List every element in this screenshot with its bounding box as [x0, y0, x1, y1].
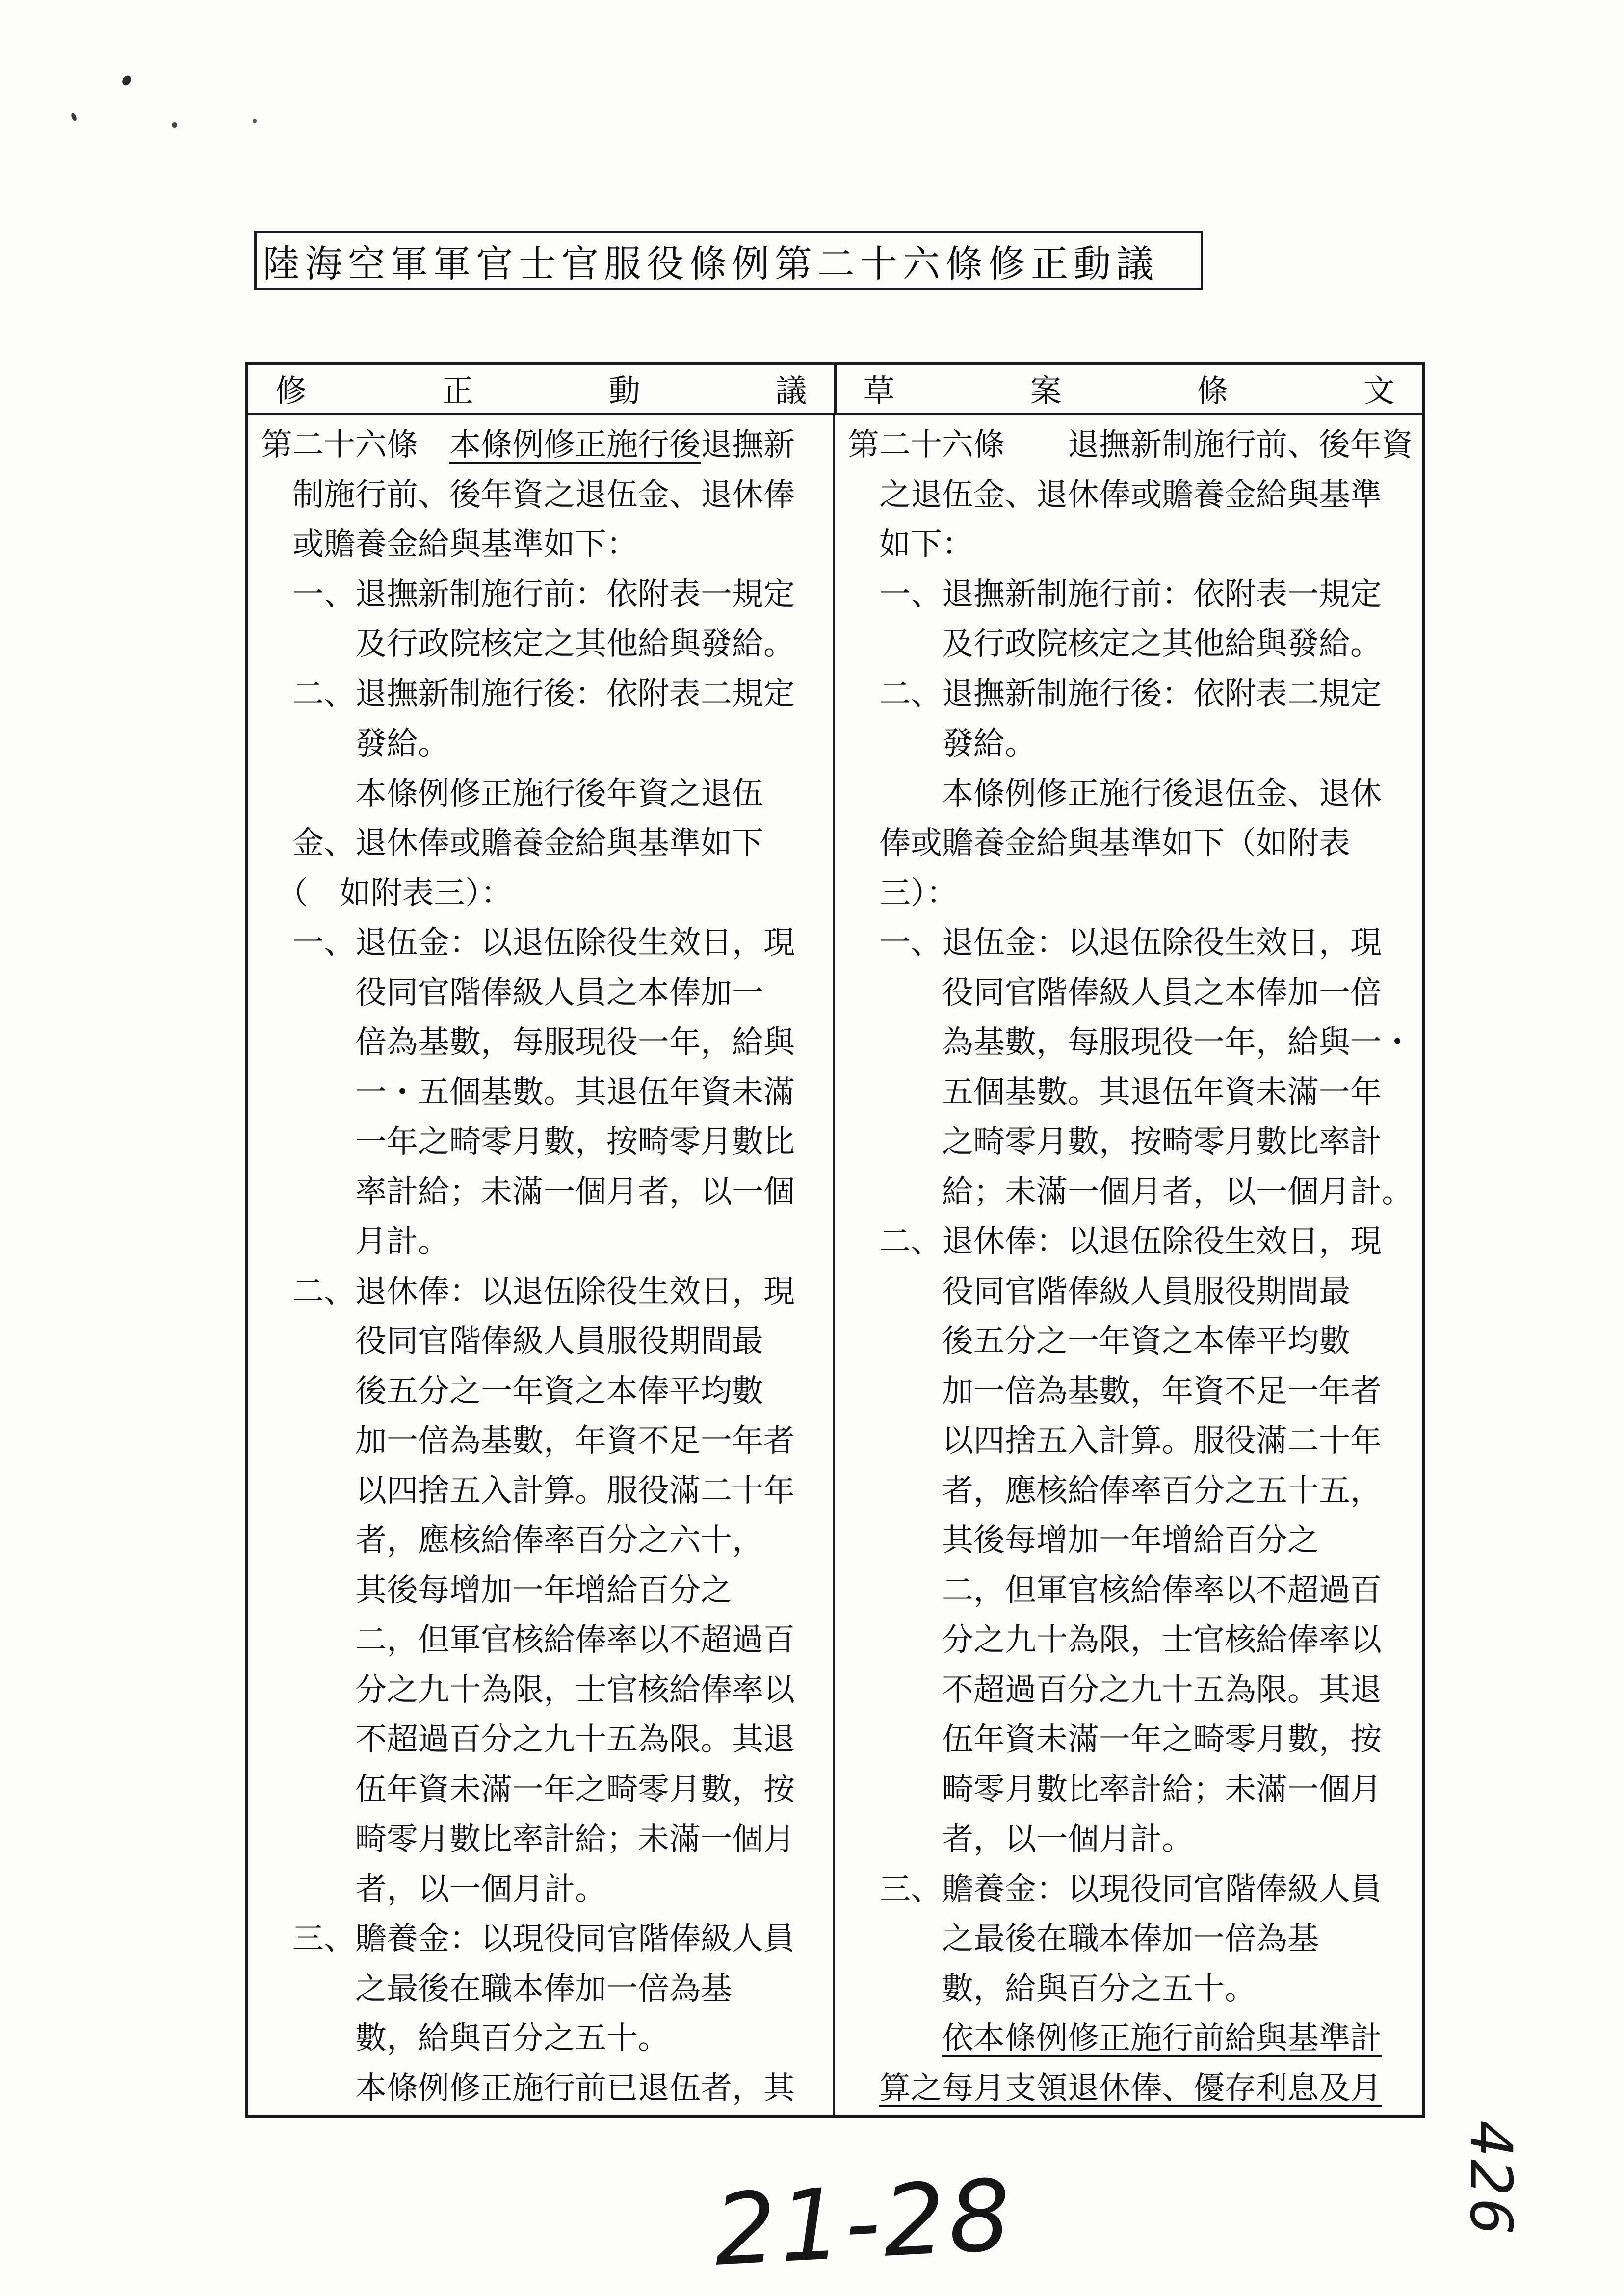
text-line: 之退伍金、退休俸或贍養金給與基準	[848, 477, 1382, 512]
text-line: 伍年資未滿一年之畸零月數，按	[261, 1772, 795, 1807]
text-line: 役同官階俸級人員之本俸加一倍	[848, 975, 1382, 1010]
text-line: 倍為基數，每服現役一年，給與	[261, 1025, 795, 1060]
text-line: 後五分之一年資之本俸平均數	[848, 1324, 1350, 1358]
text-line: 本條例修正施行後退伍金、退休	[848, 776, 1382, 811]
text-line: 役同官階俸級人員服役期間最	[848, 1274, 1350, 1309]
header-char: 議	[775, 374, 807, 409]
amendment-column-body	[248, 415, 835, 2115]
text-line: 以四捨五入計算。服役滿二十年	[261, 1473, 795, 1508]
text-line: 或贍養金給與基準如下：	[261, 527, 638, 562]
scan-speck	[253, 119, 257, 123]
text-line: 後五分之一年資之本俸平均數	[261, 1373, 763, 1409]
text-line: 一、退撫新制施行前：依附表一規定	[848, 576, 1382, 612]
text-line: 本條例修正施行後年資之退伍	[261, 776, 763, 811]
text-line: 第二十六條 本條例修正施行後退撫新	[261, 427, 795, 462]
draft-column-body	[835, 415, 1422, 2115]
header-char: 動	[608, 374, 640, 409]
text-line: 分之九十為限，士官核給俸率以	[261, 1672, 795, 1707]
text-line: 以四捨五入計算。服役滿二十年	[848, 1423, 1382, 1458]
text-line: 給；未滿一個月者，以一個月計。	[848, 1174, 1413, 1209]
table-header-row	[248, 365, 1422, 415]
text-line: 不超過百分之九十五為限。其退	[261, 1722, 795, 1757]
text-line: 二、退休俸：以退伍除役生效日，現	[261, 1274, 795, 1309]
header-char: 修	[275, 374, 307, 409]
header-char: 文	[1363, 374, 1395, 409]
text-line: 二、退撫新制施行後：依附表二規定	[848, 676, 1382, 711]
text-line: 畸零月數比率計給；未滿一個月	[261, 1822, 795, 1856]
text-line: 者，以一個月計。	[848, 1822, 1193, 1856]
text-line: 為基數，每服現役一年，給與一・	[848, 1025, 1413, 1060]
text-line: 五個基數。其退伍年資未滿一年	[848, 1074, 1382, 1110]
handwritten-page-range: 21-28	[711, 2158, 1017, 2288]
page-title: 陸海空軍軍官士官服役條例第二十六條修正動議	[262, 243, 1159, 285]
title-box	[254, 231, 1203, 290]
text-line: 一、退伍金：以退伍除役生效日，現	[848, 925, 1382, 960]
text-line: 數，給與百分之五十。	[261, 2021, 669, 2056]
text-line: 二，但軍官核給俸率以不超過百	[848, 1572, 1382, 1608]
text-line: 一・五個基數。其退伍年資未滿	[261, 1074, 795, 1110]
text-line: 依本條例修正施行前給與基準計	[942, 2021, 1382, 2056]
text-line: 一、退撫新制施行前：依附表一規定	[261, 576, 795, 612]
text-line: 役同官階俸級人員之本俸加一	[261, 975, 763, 1010]
text-line: 三）：	[848, 875, 958, 911]
text-line: 之最後在職本俸加一倍為基	[261, 1971, 732, 2006]
text-line: 發給。	[848, 726, 1036, 761]
text-line: （ 如附表三）：	[261, 875, 512, 911]
header-char: 草	[863, 374, 895, 409]
text-line: 二，但軍官核給俸率以不超過百	[261, 1622, 795, 1657]
header-char: 條	[1197, 374, 1229, 409]
text-line: 二、退休俸：以退伍除役生效日，現	[848, 1224, 1382, 1259]
text-line: 月計。	[261, 1224, 449, 1259]
handwritten-side-note: 426	[1457, 2120, 1525, 2237]
text-line: 其後每增加一年增給百分之	[848, 1523, 1319, 1558]
text-line: 二、退撫新制施行後：依附表二規定	[261, 676, 795, 711]
text-line: 發給。	[261, 726, 449, 761]
text-line: 之最後在職本俸加一倍為基	[848, 1921, 1319, 1956]
header-cell-draft	[837, 365, 1422, 413]
text-line: 及行政院核定之其他給與發給。	[848, 626, 1382, 661]
text-line: 不超過百分之九十五為限。其退	[848, 1672, 1382, 1707]
text-line: 制施行前、後年資之退伍金、退休俸	[261, 477, 795, 512]
text-line: 其後每增加一年增給百分之	[261, 1572, 732, 1608]
table-body-row	[248, 415, 1422, 2115]
header-char: 案	[1030, 374, 1062, 409]
text-line: 算之每月支領退休俸、優存利息及月	[879, 2070, 1382, 2106]
text-line: 三、贍養金：以現役同官階俸級人員	[848, 1871, 1382, 1906]
text-line: 金、退休俸或贍養金給與基準如下	[261, 826, 763, 861]
text-line: 俸或贍養金給與基準如下（如附表	[848, 826, 1350, 861]
text-line: 一年之畸零月數，按畸零月數比	[261, 1124, 795, 1159]
text-line: 加一倍為基數，年資不足一年者	[848, 1373, 1382, 1409]
text-line: 一、退伍金：以退伍除役生效日，現	[261, 925, 795, 960]
scan-speck	[172, 122, 177, 128]
text-line: 及行政院核定之其他給與發給。	[261, 626, 795, 661]
scan-speck	[70, 112, 78, 122]
text-line: 役同官階俸級人員服役期間最	[261, 1324, 763, 1358]
text-line: 三、贍養金：以現役同官階俸級人員	[261, 1921, 795, 1956]
text-line: 如下：	[848, 527, 973, 562]
text-line: 率計給；未滿一個月者，以一個	[261, 1174, 795, 1209]
text-line: 本條例修正施行前已退伍者，其	[261, 2070, 795, 2106]
text-line: 分之九十為限，士官核給俸率以	[848, 1622, 1382, 1657]
text-line: 之畸零月數，按畸零月數比率計	[848, 1124, 1382, 1159]
text-line: 伍年資未滿一年之畸零月數，按	[848, 1722, 1382, 1757]
text-line: 畸零月數比率計給；未滿一個月	[848, 1772, 1382, 1807]
text-line: 者，應核給俸率百分之六十，	[261, 1523, 763, 1558]
text-line: 者，應核給俸率百分之五十五，	[848, 1473, 1382, 1508]
text-line: 數，給與百分之五十。	[848, 1971, 1256, 2006]
header-cell-amendment	[248, 365, 837, 413]
text-line: 者，以一個月計。	[261, 1871, 606, 1906]
header-char: 正	[442, 374, 473, 409]
scan-speck	[121, 74, 132, 87]
text-line: 加一倍為基數，年資不足一年者	[261, 1423, 795, 1458]
comparison-table	[245, 362, 1425, 2118]
text-line: 第二十六條 退撫新制施行前、後年資	[848, 427, 1413, 462]
